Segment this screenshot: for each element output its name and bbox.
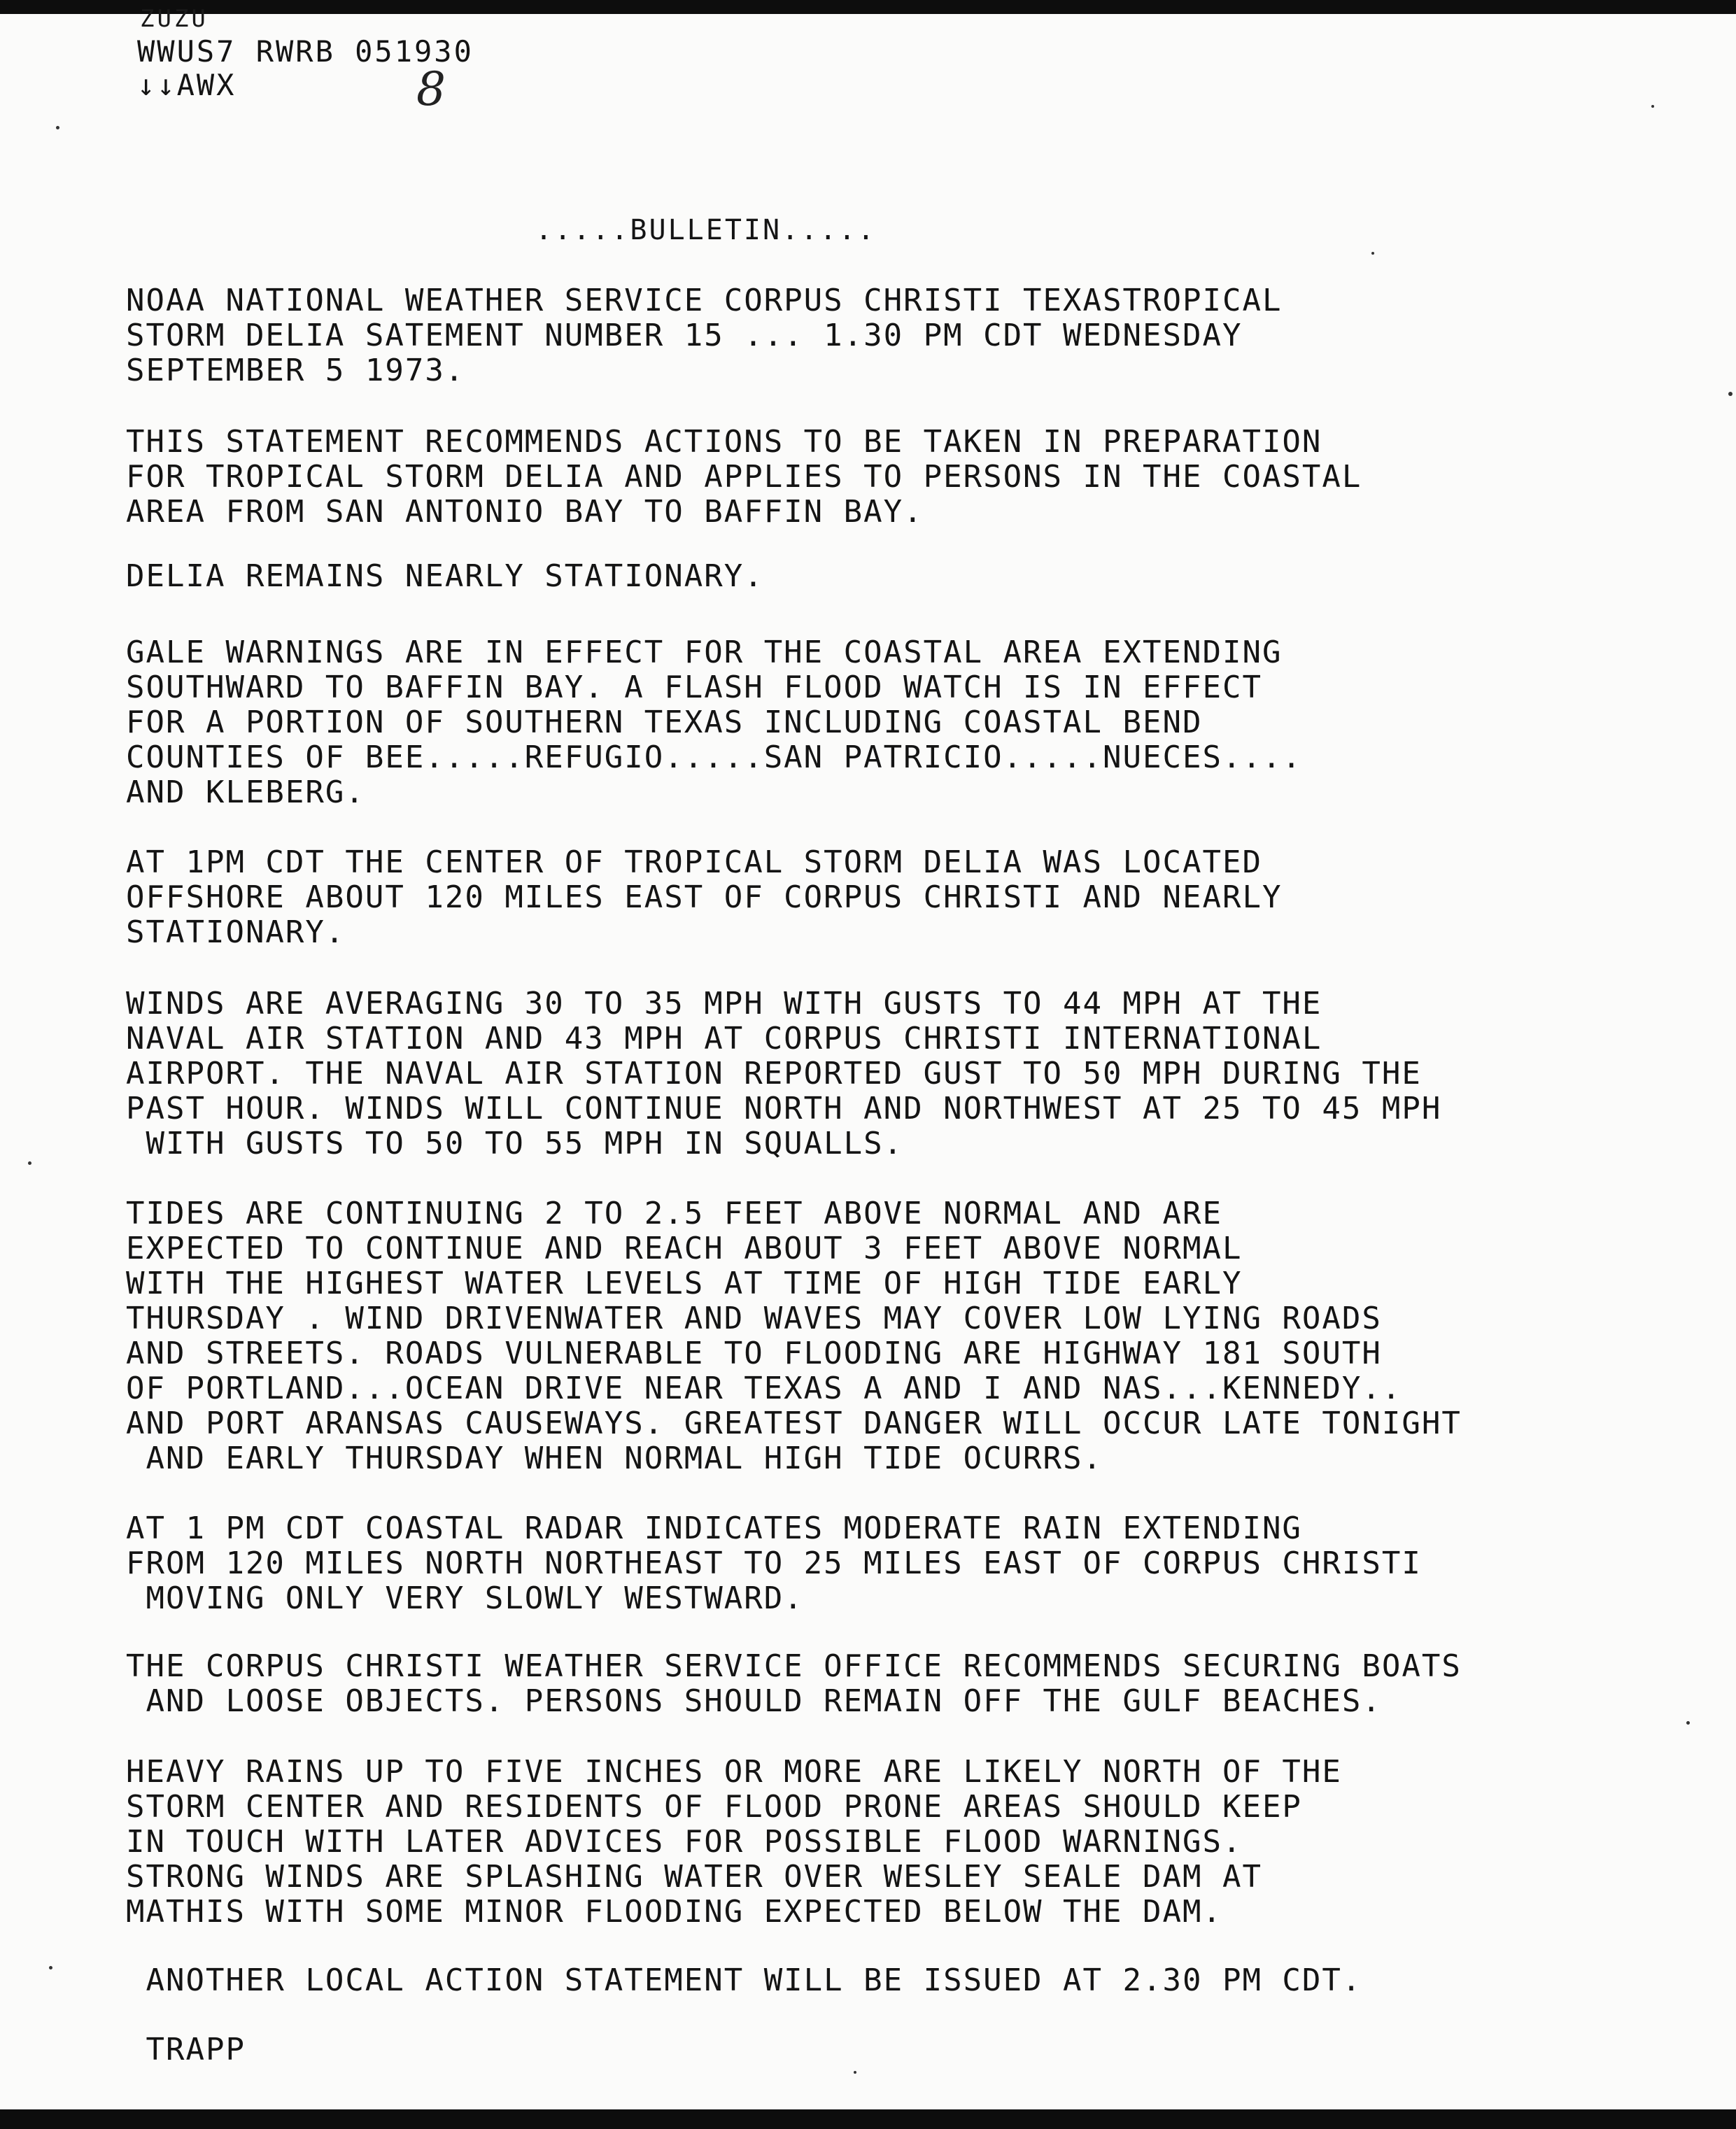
text-line: FOR TROPICAL STORM DELIA AND APPLIES TO PERSONS IN THE COASTAL [126, 459, 1362, 495]
signature-trapp [126, 2032, 1539, 2067]
text-line: OF PORTLAND...OCEAN DRIVE NEAR TEXAS A AND I AND NAS...KENNEDY.. [126, 1371, 1402, 1406]
paragraph-intro [126, 283, 1539, 388]
text-line: FROM 120 MILES NORTH NORTHEAST TO 25 MILES EAST OF CORPUS CHRISTI [126, 1546, 1422, 1581]
text-line: STORM DELIA SATEMENT NUMBER 15 ... 1.30 PM CDT WEDNESDAY [126, 318, 1243, 353]
paragraph-recommend-boats [126, 1649, 1539, 1719]
text-line: WITH THE HIGHEST WATER LEVELS AT TIME OF HIGH TIDE EARLY [126, 1266, 1243, 1301]
header-awx-code: ↓↓AWX [137, 68, 237, 102]
text-line: AREA FROM SAN ANTONIO BAY TO BAFFIN BAY. [126, 494, 924, 530]
text-line: AT 1PM CDT THE CENTER OF TROPICAL STORM DELIA WAS LOCATED [126, 844, 1262, 880]
scan-speck [854, 2071, 856, 2074]
text-line: SEPTEMBER 5 1973. [126, 353, 465, 388]
text-line: COUNTIES OF BEE.....REFUGIO.....SAN PATRICIO.....NUECES.... [126, 740, 1302, 775]
text-line: STATIONARY. [126, 914, 346, 950]
text-line: THURSDAY . WIND DRIVENWATER AND WAVES MAY COVER LOW LYING ROADS [126, 1301, 1382, 1336]
text-line: AND STREETS. ROADS VULNERABLE TO FLOODING ARE HIGHWAY 181 SOUTH [126, 1336, 1382, 1371]
paragraph-tides [126, 1196, 1539, 1476]
scan-speck [28, 1161, 31, 1165]
paragraph-radar [126, 1511, 1539, 1616]
text-line: AND EARLY THURSDAY WHEN NORMAL HIGH TIDE OCURRS. [126, 1441, 1103, 1476]
text-line: TIDES ARE CONTINUING 2 TO 2.5 FEET ABOVE NORMAL AND ARE [126, 1196, 1222, 1231]
text-line: MATHIS WITH SOME MINOR FLOODING EXPECTED BELOW THE DAM. [126, 1894, 1222, 1930]
clipped-header-text: ZUZU [140, 5, 209, 33]
text-line: GALE WARNINGS ARE IN EFFECT FOR THE COASTAL AREA EXTENDING [126, 635, 1283, 670]
text-line: HEAVY RAINS UP TO FIVE INCHES OR MORE ARE LIKELY NORTH OF THE [126, 1754, 1342, 1790]
paragraph-winds [126, 986, 1539, 1161]
text-line: NOAA NATIONAL WEATHER SERVICE CORPUS CHRISTI TEXASTROPICAL [126, 283, 1283, 318]
scan-speck [1686, 1721, 1690, 1725]
text-line: AND KLEBERG. [126, 774, 365, 810]
paragraph-storm-center [126, 845, 1539, 950]
scan-speck [1728, 392, 1733, 396]
text-line: STORM CENTER AND RESIDENTS OF FLOOD PRONE AREAS SHOULD KEEP [126, 1789, 1302, 1825]
header-routing-code: WWUS7 RWRB 051930 [137, 34, 474, 69]
text-line: WITH GUSTS TO 50 TO 55 MPH IN SQUALLS. [126, 1126, 904, 1161]
text-line: EXPECTED TO CONTINUE AND REACH ABOUT 3 FEET ABOVE NORMAL [126, 1231, 1243, 1266]
paragraph-recommendation [126, 425, 1539, 530]
text-line: FOR A PORTION OF SOUTHERN TEXAS INCLUDING COASTAL BEND [126, 705, 1203, 740]
text-line: PAST HOUR. WINDS WILL CONTINUE NORTH AND NORTHWEST AT 25 TO 45 MPH [126, 1091, 1442, 1126]
scan-top-border [0, 0, 1736, 14]
text-line: AND PORT ARANSAS CAUSEWAYS. GREATEST DANGER WILL OCCUR LATE TONIGHT [126, 1406, 1462, 1441]
scan-speck [1651, 105, 1654, 108]
text-line: THE CORPUS CHRISTI WEATHER SERVICE OFFICE RECOMMENDS SECURING BOATS [126, 1648, 1462, 1684]
text-line: AT 1 PM CDT COASTAL RADAR INDICATES MODERATE RAIN EXTENDING [126, 1511, 1302, 1546]
scan-speck [1371, 252, 1374, 255]
scan-speck [49, 1966, 52, 1969]
paragraph-stationary [126, 559, 1539, 594]
text-line: AND LOOSE OBJECTS. PERSONS SHOULD REMAIN OFF THE GULF BEACHES. [126, 1683, 1382, 1719]
text-line: ANOTHER LOCAL ACTION STATEMENT WILL BE ISSUED AT 2.30 PM CDT. [126, 1962, 1362, 1998]
text-line: NAVAL AIR STATION AND 43 MPH AT CORPUS CHRISTI INTERNATIONAL [126, 1021, 1322, 1056]
paragraph-next-statement [126, 1963, 1539, 1998]
scan-speck [56, 126, 59, 129]
text-line: WINDS ARE AVERAGING 30 TO 35 MPH WITH GUSTS TO 44 MPH AT THE [126, 986, 1322, 1021]
paragraph-gale-warnings [126, 635, 1539, 810]
text-line: STRONG WINDS ARE SPLASHING WATER OVER WESLEY SEALE DAM AT [126, 1859, 1262, 1895]
text-line: DELIA REMAINS NEARLY STATIONARY. [126, 558, 764, 594]
text-line: MOVING ONLY VERY SLOWLY WESTWARD. [126, 1580, 804, 1616]
text-line: THIS STATEMENT RECOMMENDS ACTIONS TO BE TAKEN IN PREPARATION [126, 424, 1322, 460]
text-line: TRAPP [126, 2032, 246, 2067]
text-line: IN TOUCH WITH LATER ADVICES FOR POSSIBLE FLOOD WARNINGS. [126, 1824, 1243, 1860]
text-line: SOUTHWARD TO BAFFIN BAY. A FLASH FLOOD WATCH IS IN EFFECT [126, 670, 1262, 705]
bulletin-title: .....BULLETIN..... [535, 214, 877, 246]
handwritten-mark: 8 [416, 62, 446, 116]
scan-bottom-border [0, 2109, 1736, 2129]
paragraph-heavy-rains [126, 1755, 1539, 1930]
text-line: AIRPORT. THE NAVAL AIR STATION REPORTED GUST TO 50 MPH DURING THE [126, 1056, 1422, 1091]
text-line: OFFSHORE ABOUT 120 MILES EAST OF CORPUS CHRISTI AND NEARLY [126, 879, 1283, 915]
